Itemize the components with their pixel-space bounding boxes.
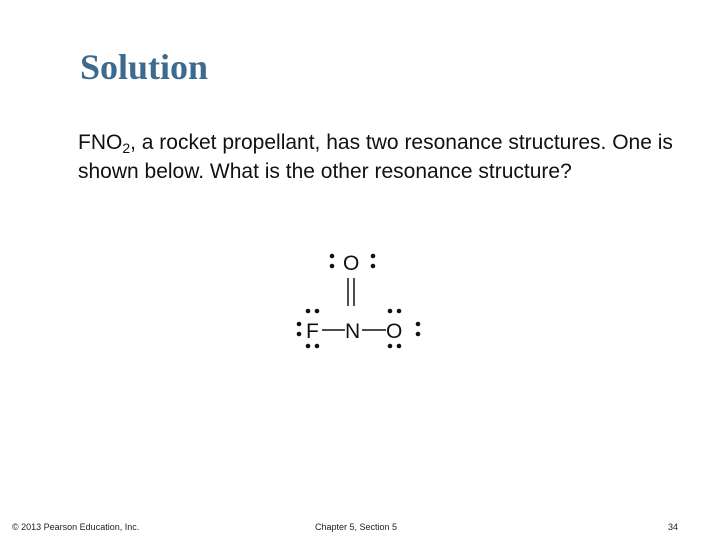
double-bond [348, 278, 354, 306]
page-number: 34 [667, 522, 678, 532]
atom-nitrogen: N [345, 320, 361, 343]
slide-title: Solution [80, 47, 209, 87]
question-body: , a rocket propellant, has two resonance structures. One is shown below. What is the other resonance structure? [78, 131, 673, 183]
formula-subscript: 2 [122, 140, 131, 156]
copyright-footer: © 2013 Pearson Education, Inc. [12, 522, 140, 532]
atom-fluorine: F [306, 320, 319, 343]
chapter-footer: Chapter 5, Section 5 [315, 522, 398, 532]
atom-right-oxygen: O [386, 320, 403, 343]
formula-main: FNO [78, 131, 123, 154]
lewis-structure [270, 240, 450, 360]
atom-top-oxygen: O [343, 252, 360, 275]
question-text [78, 128, 698, 186]
